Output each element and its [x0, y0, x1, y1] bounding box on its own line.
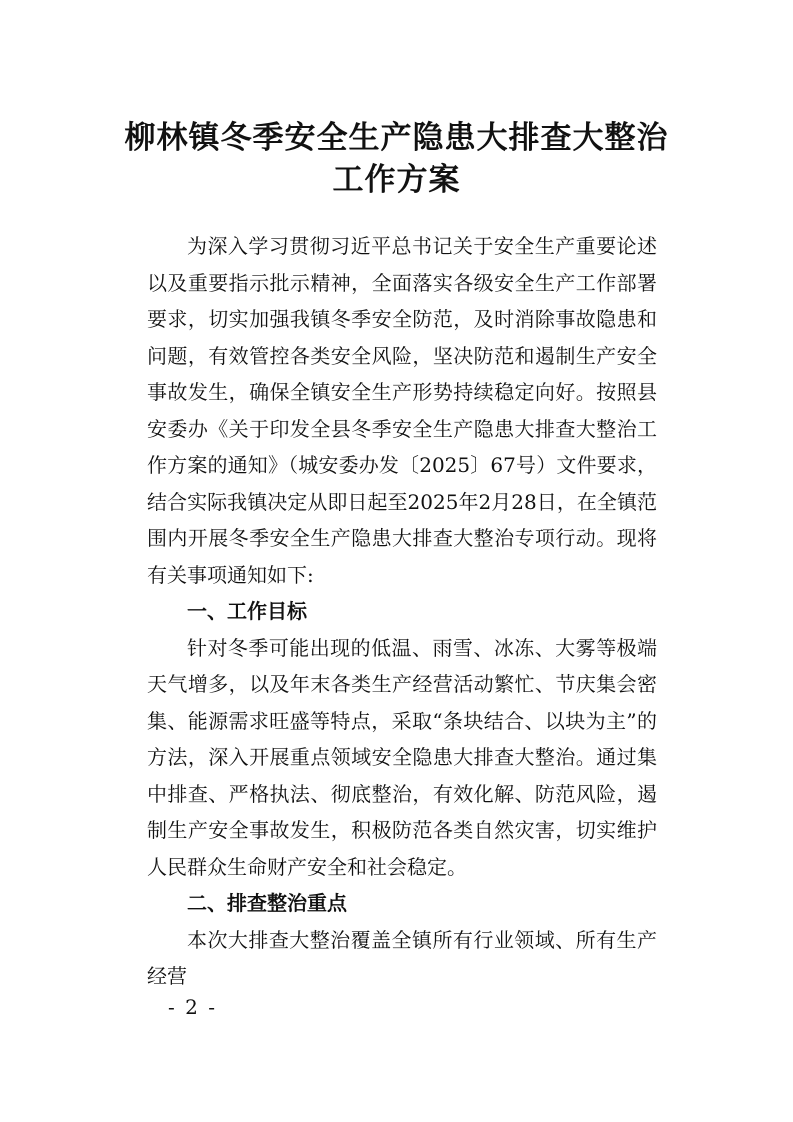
- document-title-line1: 柳林镇冬季安全生产隐患大排查大整治: [124, 120, 669, 156]
- intro-paragraph: 为深入学习贯彻习近平总书记关于安全生产重要论述以及重要指示批示精神，全面落实各级安全生产工作部署要求，切实加强我镇冬季安全防范，及时消除事故隐患和问题，有效管控各类安全风险，坚决防范和遏制生产安全事故发生，确保全镇安全生产形势持续稳定向好。按照县安委办《关于印发全县冬季安全生产隐患大排查大整治工作方案的通知》（城安委办发〔2025〕67号）文件要求，结合实际我镇决定从即日起至2025年2月28日，在全镇范围内开展冬季安全生产隐患大排查大整治专项行动。现将有关事项通知如下:: [147, 234, 657, 587]
- section2-paragraph: 本次大排查大整治覆盖全镇所有行业领域、所有生产经营: [147, 927, 657, 988]
- section2-heading: 二、排查整治重点: [187, 891, 347, 915]
- document-body: [147, 228, 657, 995]
- page-number: - 2 -: [168, 995, 217, 1019]
- document-title-line2: 工作方案: [332, 162, 461, 198]
- section1-heading: 一、工作目标: [187, 599, 307, 623]
- section1-paragraph: 针对冬季可能出现的低温、雨雪、冰冻、大雾等极端天气增多，以及年末各类生产经营活动繁忙、节庆集会密集、能源需求旺盛等特点，采取“条块结合、以块为主”的方法，深入开展重点领域安全隐患大排查大整治。通过集中排查、严格执法、彻底整治，有效化解、防范风险，遏制生产安全事故发生，积极防范各类自然灾害，切实维护人民群众生命财产安全和社会稳定。: [147, 635, 657, 879]
